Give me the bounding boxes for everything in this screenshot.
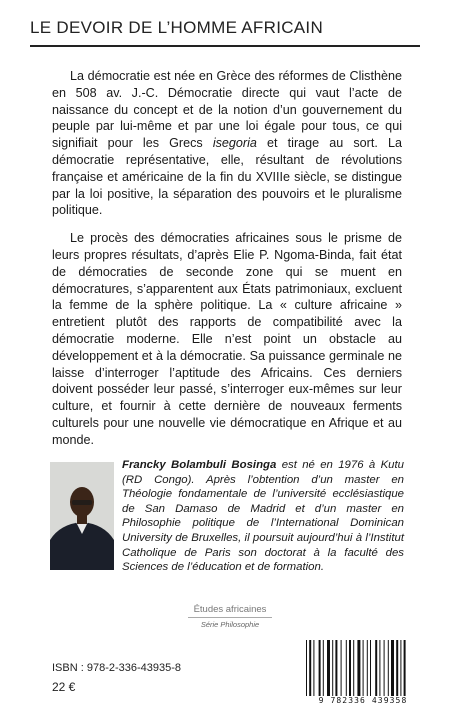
paragraph-1-emphasis: isegoria (212, 136, 257, 151)
author-photo (50, 462, 114, 570)
barcode-bar (396, 640, 398, 696)
barcode-bar (400, 640, 401, 696)
barcode-bar (388, 640, 389, 696)
barcode-bar (357, 640, 360, 696)
barcode-bar (327, 640, 330, 696)
barcode-bar (375, 640, 377, 696)
barcode-bar (346, 640, 347, 696)
paragraph-2: Le procès des démocraties africaines sous le prisme de leurs propres résultats, d’après Elie P. Ngoma-Binda, fait état de démocraties de seconde zone qui se muent en démocratures, s’apparentent aux États patrimoniaux, excluent la femme de la sphère politique. La « culture africaine » entretient plutôt des rapports de compatibilité avec la démocratie moderne. Elle n’est point un obstacle au développement et à la démocratie. Sa puissance germinale ne laisse d’interroger l’aptitude des Africains. Ces derniers doivent posséder leur passé, s’interroger eux-mêmes sur leur culture, et fournir à cette dernière de nouveaux ferments culturels pour une nouvelle vie démocratique en Afrique et au monde. (52, 231, 402, 447)
barcode-bar (349, 640, 351, 696)
collection-name: Études africaines (188, 604, 272, 618)
barcode-bar (363, 640, 364, 696)
paragraph-1 (52, 68, 402, 219)
barcode-bar (391, 640, 394, 696)
paragraph-1-part-b: et tirage au sort. La démocratie représentative, elle, résultant de révolutions française et américaine de la fin du XVIIIe siècle, se distingue par la loi positive, la séparation des pouvoirs et le pluralisme politique. (52, 136, 402, 218)
barcode-bar (353, 640, 354, 696)
barcode-bar (332, 640, 333, 696)
back-cover-text (52, 68, 402, 460)
barcode-bar (313, 640, 314, 696)
barcode-bar (367, 640, 368, 696)
barcode-bar (306, 640, 307, 696)
isbn: ISBN : 978-2-336-43935-8 (52, 662, 182, 674)
book-title: LE DEVOIR DE L’HOMME AFRICAIN (30, 18, 324, 37)
collection-mark (188, 604, 272, 629)
title-rule (30, 45, 420, 47)
paragraph-1-part-a: La démocratie est née en Grèce des réformes de Clisthène en 508 av. J.-C. Démocratie directe qui vaut l’acte de naissance du concept et de la notion d’un gouvernement du peuple par lui-même et par une loi égale pour tous, ce qui signifiait pour les Grecs (52, 69, 402, 151)
barcode-bar (384, 640, 385, 696)
barcode-bar (335, 640, 337, 696)
author-section (50, 458, 402, 598)
barcode-icon (302, 640, 422, 700)
author-bio-text: est né en 1976 à Kutu (RD Congo). Après l’obtention d’un master en Théologie fondamentale de l’université ecclésiastique de San Damaso de Madrid et d’un master en Philosophie politique de l’International Dominican University de Bruxelles, il poursuit aujourd’hui à l’Institut Catholique de Paris son doctorat à la faculté des Sciences de l’éducation et de formation. (122, 459, 404, 574)
barcode-bar (319, 640, 321, 696)
barcode-bar (379, 640, 380, 696)
barcode-number: 9 782336 439358 (318, 696, 408, 705)
barcode-bar (370, 640, 371, 696)
barcode-bar (404, 640, 406, 696)
author-name: Francky Bolambuli Bosinga (122, 459, 277, 471)
barcode-bar (323, 640, 324, 696)
price: 22 € (52, 680, 76, 694)
author-bio (122, 458, 404, 575)
collection-series: Série Philosophie (200, 620, 260, 629)
barcode-bar (309, 640, 311, 696)
barcode-bar (341, 640, 342, 696)
